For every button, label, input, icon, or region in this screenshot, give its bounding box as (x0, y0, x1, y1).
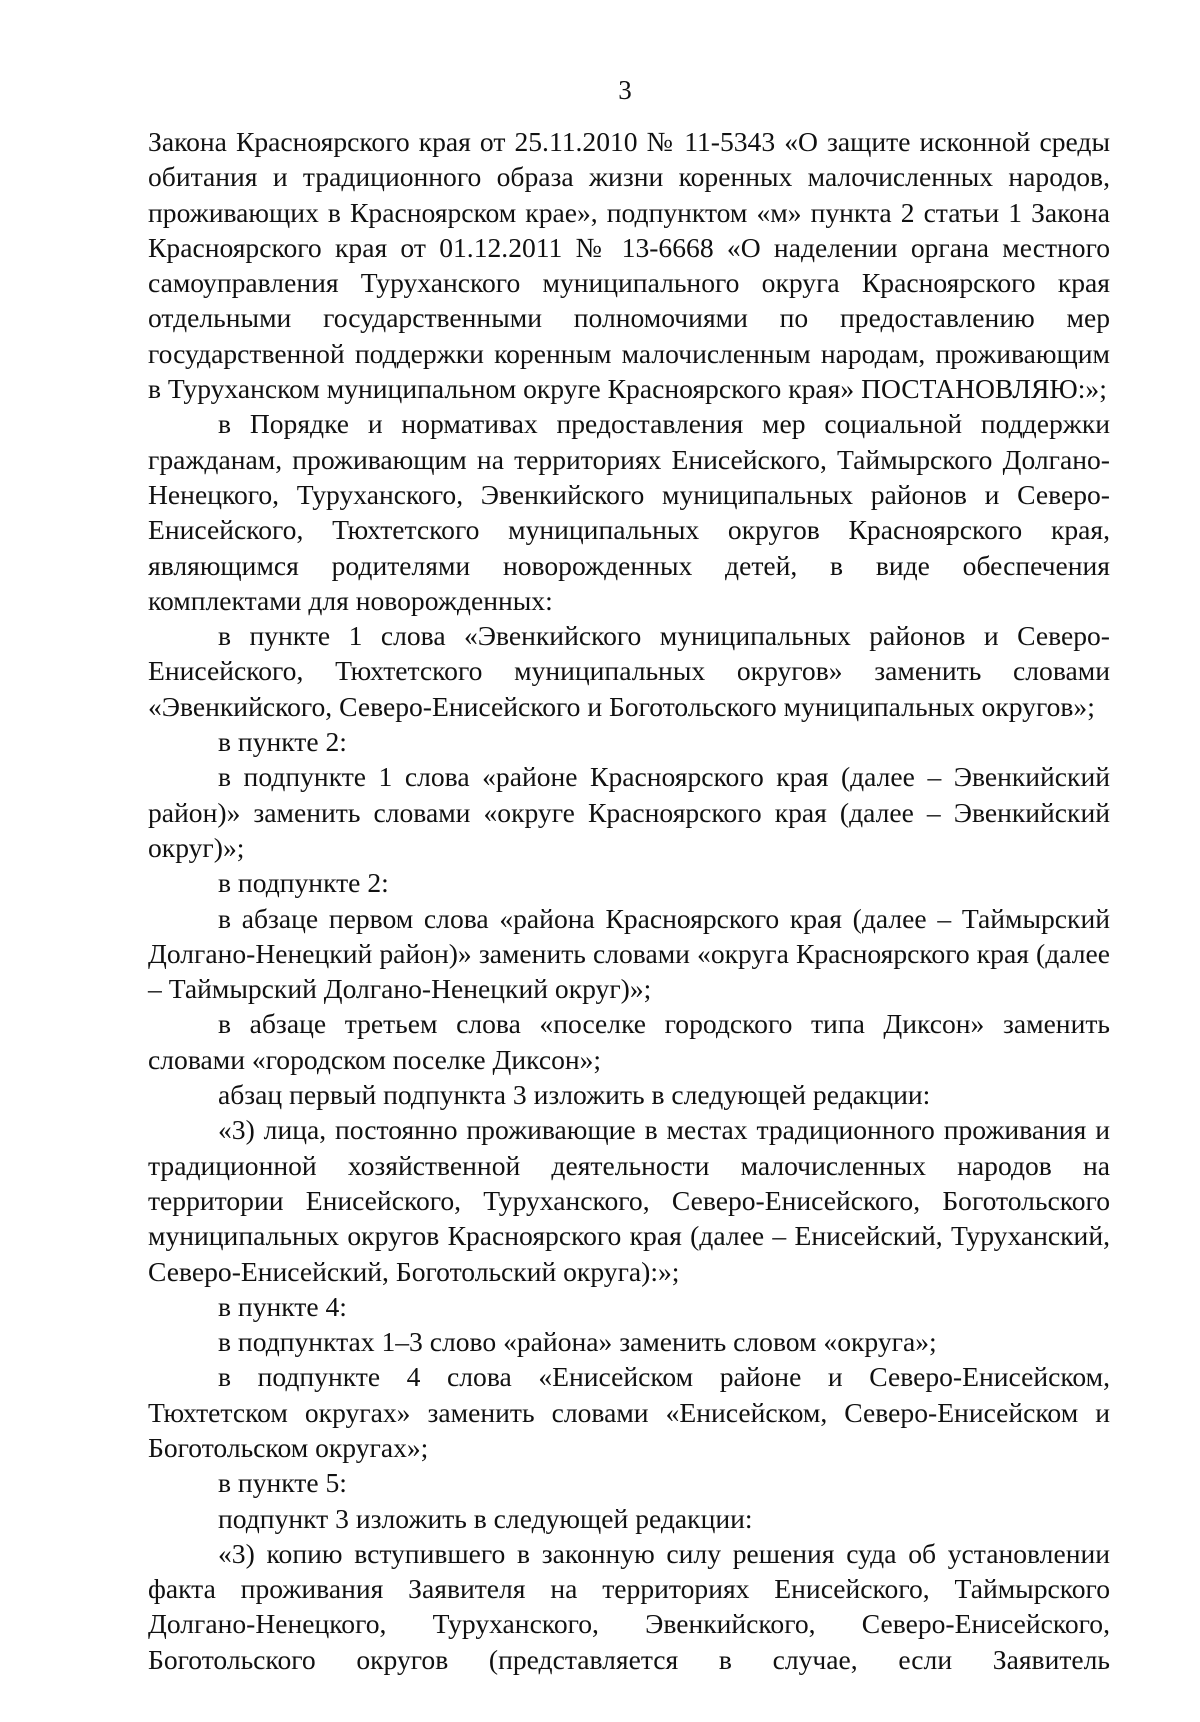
page-number: 3 (618, 75, 632, 105)
paragraph-subitem-4: в подпункте 4 слова «Енисейском районе и Северо-Енисейском, Тюхтетском округах» заменить словами «Енисейском, Северо-Енисейском и Боготольском округах»; (148, 1361, 1110, 1463)
paragraph-first-abzac: в абзаце первом слова «района Красноярского края (далее – Таймырский Долгано-Ненецкий район)» заменить словами «округа Красноярского края (далее – Таймырский Долгано-Ненецкий округ)»; (148, 902, 1110, 1005)
paragraph-subitem-3-heading: абзац первый подпункта 3 изложить в следующей редакции: (218, 1079, 931, 1111)
paragraph-subitems-1-3: в подпунктах 1–3 слово «района» заменить словом «округа»; (218, 1326, 937, 1358)
paragraph-third-abzac: в абзаце третьем слова «поселке городского типа Диксон» заменить словами «городском поселке Диксон»; (148, 1008, 1110, 1075)
paragraph-order-amendment: в Порядке и нормативах предоставления мер социальной поддержки гражданам, проживающим на территориях Енисейского, Таймырского Долгано-Ненецкого, Туруханского, Эвенкийского муниципальных районов и Северо-Енисейского, Тюхтетского муниципальных округов Красноярского края, являющимся родителями новорожденных детей, в виде обеспечения комплектами для новорожденных: (148, 408, 1110, 616)
paragraph-subitem-3-edit: подпункт 3 изложить в следующей редакции: (218, 1502, 753, 1534)
paragraph-continuation: Закона Красноярского края от 25.11.2010 № 11-5343 «О защите исконной среды обитания и традиционного образа жизни коренных малочисленных народов, проживающих в Красноярском крае», подпунктом «м» пункта 2 статьи 1 Закона Красноярского края от 01.12.2011 № 13-6668 «О наделении органа местного самоуправления Туруханского муниципального округа Красноярского края отдельными государственными полномочиями по предоставлению мер государственной поддержки коренным малочисленным народам, проживающим в Туруханском муниципальном округе Красноярского края» ПОСТАНОВЛЯЮ:»; (148, 126, 1110, 405)
paragraph-item-2-heading: в пункте 2: (218, 726, 347, 758)
paragraph-subitem-3-text: «3) лица, постоянно проживающие в местах традиционного проживания и традиционной хозяйственной деятельности малочисленных народов на территории Енисейского, Туруханского, Северо-Енисейского, Боготольского муниципальных округов Красноярского края (далее – Енисейский, Туруханский, Северо-Енисейский, Боготольский округа):»; (148, 1114, 1110, 1287)
paragraph-item-1: в пункте 1 слова «Эвенкийского муниципальных районов и Северо-Енисейского, Тюхтетского муниципальных округов» заменить словами «Эвенкийского, Северо-Енисейского и Боготольского муниципальных округов»; (148, 620, 1110, 722)
paragraph-subitem-1: в подпункте 1 слова «районе Красноярского края (далее – Эвенкийский район)» заменить словами «округе Красноярского края (далее – Эвенкийский округ)»; (148, 761, 1110, 863)
paragraph-item-4-heading: в пункте 4: (218, 1290, 347, 1322)
paragraph-item-5-heading: в пункте 5: (218, 1467, 347, 1499)
paragraph-subitem-2-heading: в подпункте 2: (218, 867, 389, 899)
paragraph-subitem-3-new-text: «3) копию вступившего в законную силу решения суда об установлении факта проживания Заявителя на территориях Енисейского, Таймырского Долгано-Ненецкого, Туруханского, Эвенкийского, Северо-Енисейского, Боготольского округов (представляется в случае, если Заявитель (148, 1537, 1110, 1675)
document-body (148, 124, 1110, 1677)
